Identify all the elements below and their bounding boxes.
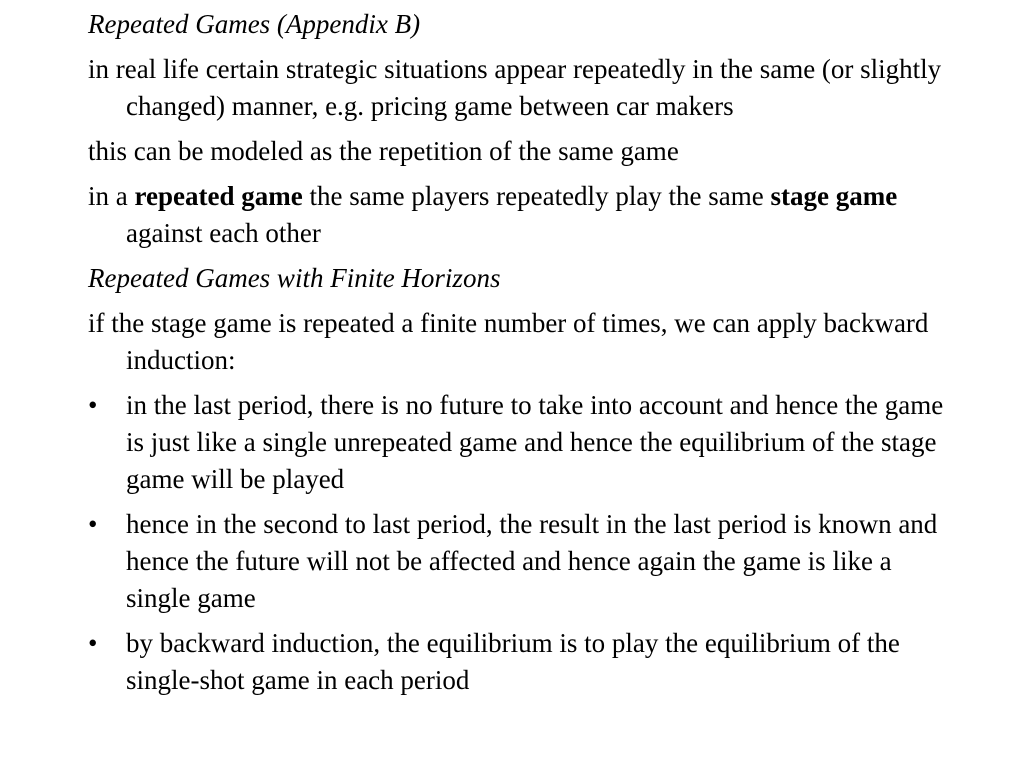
- paragraph-backward-induction: if the stage game is repeated a finite number of times, we can apply backward induction:: [88, 308, 929, 375]
- text-segment: in a: [88, 181, 135, 211]
- paragraph-real-life: in real life certain strategic situations appear repeatedly in the same (or slightly changed) manner, e.g. pricing game between car makers: [88, 54, 942, 121]
- term-stage-game: stage game: [770, 181, 898, 211]
- slide-content: [88, 6, 948, 707]
- bullet-icon: •: [88, 390, 98, 420]
- bullet-item: [88, 506, 948, 617]
- bullet-text: by backward induction, the equilibrium is to play the equilibrium of the single-shot game in each period: [126, 628, 900, 695]
- bullet-text: in the last period, there is no future to take into account and hence the game is just like a single unrepeated game and hence the equilibrium of the stage game will be played: [126, 390, 944, 494]
- section-heading-finite-horizons: Repeated Games with Finite Horizons: [88, 263, 501, 293]
- bullet-icon: •: [88, 509, 98, 539]
- text-segment: the same players repeatedly play the same: [302, 181, 771, 211]
- bullet-item: [88, 625, 948, 699]
- bullet-text: hence in the second to last period, the result in the last period is known and hence the future will not be affected and hence again the game is like a single game: [126, 509, 938, 613]
- term-repeated-game: repeated game: [134, 181, 303, 211]
- paragraph-modeled: this can be modeled as the repetition of the same game: [88, 136, 679, 166]
- paragraph-repeated-game-definition: [88, 178, 948, 252]
- bullet-icon: •: [88, 628, 98, 658]
- text-segment: against each other: [126, 218, 321, 248]
- section-heading-repeated-games: Repeated Games (Appendix B): [88, 9, 421, 39]
- bullet-item: [88, 387, 948, 498]
